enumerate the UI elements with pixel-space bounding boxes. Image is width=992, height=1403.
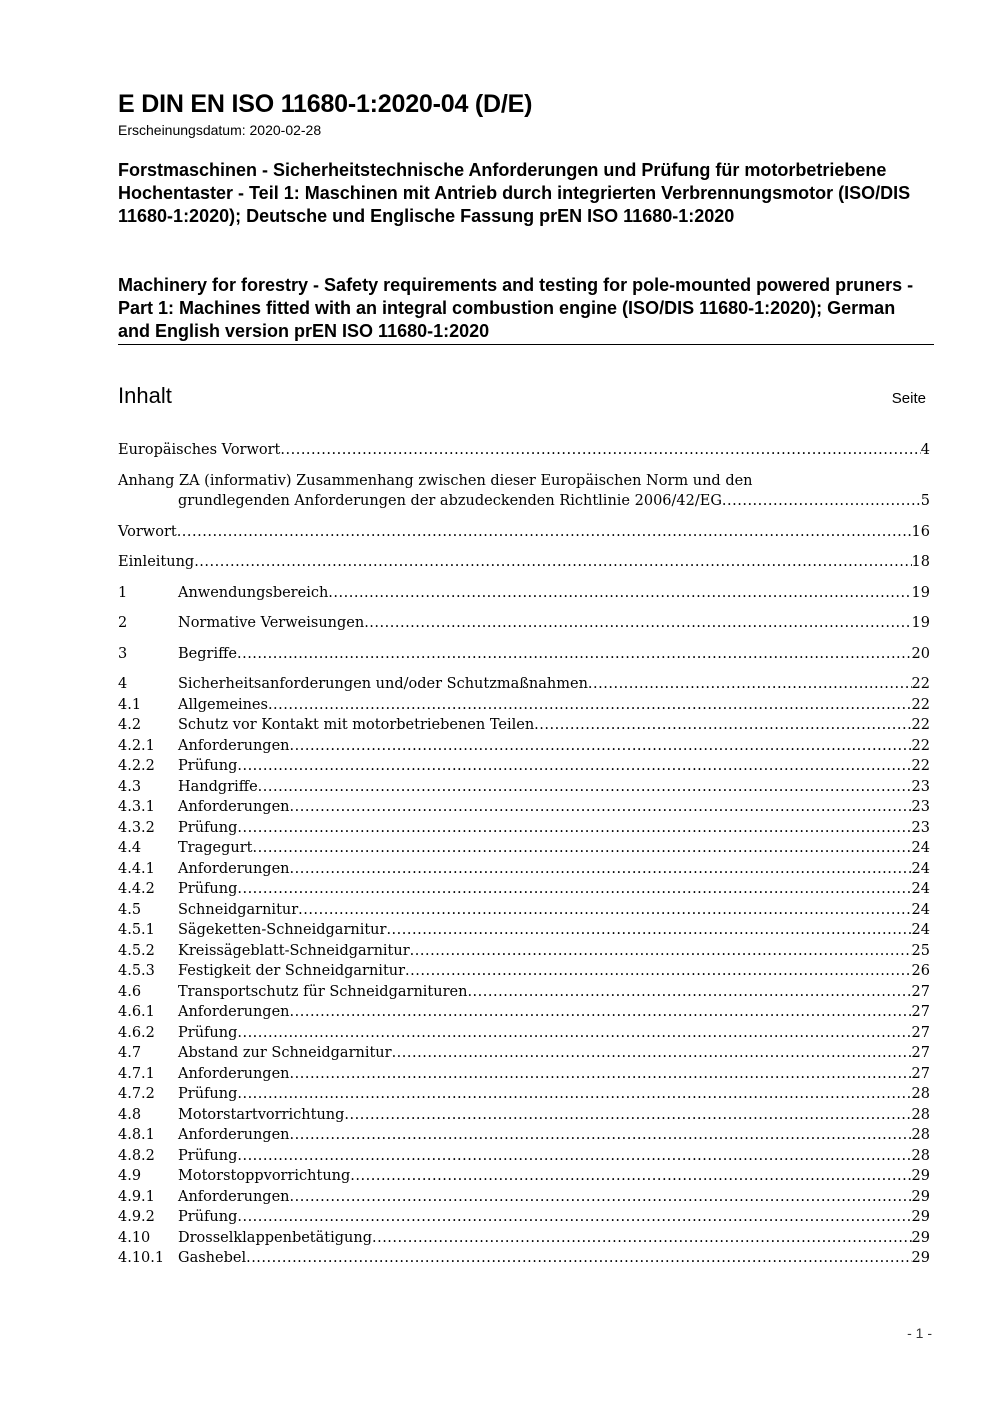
toc-entry-page: 19 [911,584,930,601]
toc-entry[interactable] [118,941,930,962]
toc-entry-label: Vorwort [118,523,177,540]
toc-entry[interactable] [118,552,930,573]
toc-entry[interactable] [118,1125,930,1146]
toc-dot-leader [237,1146,911,1167]
toc-dot-leader [328,583,911,604]
toc-entry-number: 4.7.1 [118,1065,155,1082]
toc-entry[interactable] [118,471,930,512]
toc-entry-number: 4.4.2 [118,881,155,897]
toc-entry-page: 28 [911,1127,930,1143]
toc-entry-page: 29 [911,1229,930,1246]
toc-entry-page: 20 [911,645,930,662]
toc-entry-page: 27 [911,1004,930,1020]
toc-dot-leader [268,695,912,716]
toc-entry-label: Gashebel [178,1250,247,1266]
toc-entry-label: Anforderungen [178,799,290,815]
toc-entry[interactable] [118,1023,930,1044]
toc-entry-number: 4.8 [118,1106,142,1123]
toc-dot-leader [177,522,912,543]
toc-dot-leader [290,1064,912,1085]
toc-entry-label: Tragegurt [178,840,253,856]
toc-entry-page: 24 [911,881,930,897]
toc-entry-number: 4.10.1 [118,1250,165,1266]
toc-entry-label: Prüfung [178,881,238,897]
toc-entry-number: 4.8.1 [118,1127,155,1143]
toc-entry-label: Einleitung [118,554,195,570]
toc-entry-page: 26 [911,963,930,979]
toc-entry-page: 28 [911,1086,930,1102]
toc-entry[interactable] [118,1084,930,1105]
toc-entry-label: Anforderungen [178,1127,290,1143]
toc-entry-label: Prüfung [178,1209,238,1225]
toc-entry-page: 19 [911,615,930,631]
toc-dot-leader [386,920,911,941]
toc-entry-label: Festigkeit der Schneidgarnitur [178,963,406,979]
toc-entry[interactable] [118,818,930,839]
toc-dot-leader [290,859,912,880]
toc-entry-number: 4.4.1 [118,860,155,877]
toc-entry-label: Schutz vor Kontakt mit motorbetriebenen Teilen [178,717,535,733]
toc-entry-page: 22 [911,737,930,754]
toc-dot-leader [253,838,912,859]
toc-entry-number: 4.6 [118,983,142,1000]
toc-entry-number: 4.2.1 [118,737,155,754]
toc-entry[interactable] [118,961,930,982]
toc-entry-page: 16 [911,523,930,540]
toc-entry-number: 4.5.3 [118,963,155,979]
toc-entry[interactable] [118,1187,930,1208]
toc-entry-label: Sicherheitsanforderungen und/oder Schutzmaßnahmen [178,676,588,692]
toc-entry-label: Allgemeines [178,696,268,713]
toc-entry-label: Anforderungen [178,860,290,877]
toc-entry[interactable] [118,756,930,777]
toc-dot-leader [350,1166,911,1187]
toc-entry-number: 4.3.2 [118,819,155,836]
toc-entry[interactable] [118,1207,930,1228]
toc-entry-page: 22 [911,696,930,713]
toc-entry-page: 23 [911,778,930,795]
toc-dot-leader [534,715,911,736]
toc-entry-number: 4 [118,676,128,692]
toc-entry-page: 25 [911,942,930,959]
toc-dot-leader [588,674,912,695]
toc-entry-number: 3 [118,645,128,662]
toc-entry-page: 5 [920,493,930,509]
toc-dot-leader [237,879,911,900]
toc-entry[interactable] [118,1228,930,1249]
toc-entry-number: 4.9.2 [118,1209,155,1225]
toc-entry[interactable] [118,982,930,1003]
toc-entry-label: Anforderungen [178,1004,290,1020]
toc-entry[interactable] [118,1002,930,1023]
page-number: - 1 - [907,1325,932,1341]
toc-entry-page: 24 [911,901,930,918]
toc-dot-leader [290,1002,912,1023]
publication-date: Erscheinungsdatum: 2020-02-28 [118,122,322,138]
toc-entry-label: Prüfung [178,1147,238,1164]
toc-entry[interactable] [118,777,930,798]
toc-entry-label: Prüfung [178,1086,238,1102]
toc-entry-label: Anhang ZA (informativ) Zusammenhang zwischen dieser Europäischen Norm und den [118,472,753,489]
toc-entry-label: Normative Verweisungen [178,615,365,631]
toc-entry-number: 2 [118,615,128,631]
toc-entry[interactable] [118,1166,930,1187]
toc-entry-page: 22 [911,676,930,692]
toc-entry[interactable] [118,879,930,900]
toc-entry-page: 29 [911,1168,930,1184]
toc-entry-page: 28 [911,1147,930,1164]
toc-dot-leader [364,613,911,634]
toc-entry-page: 18 [911,554,930,570]
toc-entry-number: 4.9 [118,1168,142,1184]
toc-entry-label: Begriffe [178,645,237,662]
toc-entry-number: 4.2 [118,717,142,733]
toc-entry-label: Prüfung [178,758,238,774]
toc-entry-number: 4.4 [118,840,142,856]
toc-dot-leader [467,982,911,1003]
toc-entry-label: Europäisches Vorwort [118,442,281,458]
toc-entry-page: 28 [911,1106,930,1123]
toc-dot-leader [237,1023,911,1044]
toc-entry-page: 27 [911,1065,930,1082]
toc-entry[interactable] [118,1064,930,1085]
toc-entry[interactable] [118,583,930,604]
toc-entry-label: Transportschutz für Schneidgarnituren [178,983,468,1000]
toc-dot-leader [237,1084,911,1105]
title-german: Forstmaschinen - Sicherheitstechnische Anforderungen und Prüfung für motorbetriebene Hochentaster - Teil 1: Maschinen mit Antrieb durch integrierten Verbrennungsmotor (ISO/DIS 11680-1:2020); Deutsche und Englische Fassung prEN ISO 11680-1:2020 [118,160,911,226]
toc-entry-label: Abstand zur Schneidgarnitur [178,1045,392,1061]
toc-entry[interactable] [118,900,930,921]
toc-entry-label: Sägeketten-Schneidgarnitur [178,922,387,938]
toc-entry-label: Motorstoppvorrichtung [178,1168,351,1184]
toc-entry[interactable] [118,674,930,695]
toc-entry-number: 4.1 [118,696,142,713]
table-of-contents [118,440,930,1269]
toc-entry-label: Anwendungsbereich [178,584,329,601]
toc-entry-number: 4.3 [118,778,142,795]
toc-entry[interactable] [118,859,930,880]
toc-heading: Inhalt [118,383,172,408]
toc-entry-label-continued: grundlegenden Anforderungen der abzudeckenden Richtlinie 2006/42/EG [178,493,722,509]
toc-entry[interactable] [118,715,930,736]
toc-dot-leader [372,1228,912,1249]
toc-page-column-label: Seite [891,390,926,407]
toc-entry-number: 1 [118,584,128,601]
toc-entry-label: Motorstartvorrichtung [178,1106,345,1123]
toc-entry-page: 24 [911,922,930,938]
toc-entry-label: Anforderungen [178,737,290,754]
toc-dot-leader [392,1043,912,1064]
toc-entry-page: 29 [911,1209,930,1225]
toc-entry[interactable] [118,838,930,859]
toc-entry-page: 22 [911,758,930,774]
toc-dot-leader [246,1248,911,1269]
toc-dot-leader [290,797,912,818]
toc-entry-page: 4 [920,442,930,458]
toc-entry-page: 23 [911,799,930,815]
toc-entry-number: 4.6.1 [118,1004,155,1020]
toc-entry[interactable] [118,797,930,818]
toc-entry-label: Prüfung [178,819,238,836]
toc-entry-label: Anforderungen [178,1188,290,1205]
toc-entry[interactable] [118,1105,930,1126]
toc-entry-number: 4.3.1 [118,799,155,815]
toc-entry-number: 4.9.1 [118,1188,155,1205]
toc-entry-number: 4.5.1 [118,922,155,938]
toc-entry-label: Kreissägeblatt-Schneidgarnitur [178,942,410,959]
toc-entry-number: 4.2.2 [118,758,155,774]
toc-entry-number: 4.10 [118,1229,151,1246]
toc-dot-leader [298,900,911,921]
toc-entry-page: 29 [911,1250,930,1266]
toc-entry[interactable] [118,920,930,941]
toc-dot-leader [405,961,912,982]
toc-entry-label: Prüfung [178,1024,238,1041]
toc-dot-leader [237,644,912,665]
toc-dot-leader [290,1125,912,1146]
toc-entry-number: 4.5.2 [118,942,155,959]
toc-dot-leader [237,818,911,839]
toc-dot-leader [722,491,921,512]
toc-entry-page: 24 [911,860,930,877]
toc-entry[interactable] [118,1043,930,1064]
toc-dot-leader [258,777,912,798]
toc-dot-leader [237,1207,911,1228]
toc-dot-leader [410,941,912,962]
toc-entry-label: Handgriffe [178,778,258,795]
toc-entry-page: 29 [911,1188,930,1205]
toc-entry-page: 24 [911,840,930,856]
toc-entry-number: 4.7 [118,1045,142,1061]
toc-dot-leader [290,736,912,757]
toc-entry[interactable] [118,736,930,757]
toc-entry-page: 27 [911,1045,930,1061]
toc-entry-label: Schneidgarnitur [178,901,299,918]
toc-entry-number: 4.6.2 [118,1024,155,1041]
toc-dot-leader [237,756,911,777]
toc-entry[interactable] [118,695,930,716]
toc-entry[interactable] [118,644,930,665]
toc-entry-page: 22 [911,717,930,733]
toc-entry[interactable] [118,1248,930,1269]
toc-entry-page: 23 [911,819,930,836]
toc-entry-number: 4.5 [118,901,142,918]
toc-entry-page: 27 [911,1024,930,1041]
toc-entry-page: 27 [911,983,930,1000]
title-divider [118,344,934,345]
toc-entry[interactable] [118,1146,930,1167]
title-english: Machinery for forestry - Safety requirements and testing for pole-mounted powered pruners - Part 1: Machines fitted with an integral combustion engine (ISO/DIS 11680-1:2020); German and English version prEN ISO 11680-1:2020 [118,275,914,341]
document-id: E DIN EN ISO 11680-1:2020-04 (D/E) [118,90,533,118]
toc-dot-leader [194,552,911,573]
toc-entry[interactable] [118,522,930,543]
toc-entry[interactable] [118,440,930,461]
toc-entry-number: 4.7.2 [118,1086,155,1102]
toc-dot-leader [344,1105,911,1126]
toc-entry-label: Anforderungen [178,1065,290,1082]
toc-entry[interactable] [118,613,930,634]
toc-dot-leader [290,1187,912,1208]
toc-dot-leader [280,440,920,461]
toc-entry-label: Drosselklappenbetätigung [178,1229,372,1246]
toc-entry-number: 4.8.2 [118,1147,155,1164]
